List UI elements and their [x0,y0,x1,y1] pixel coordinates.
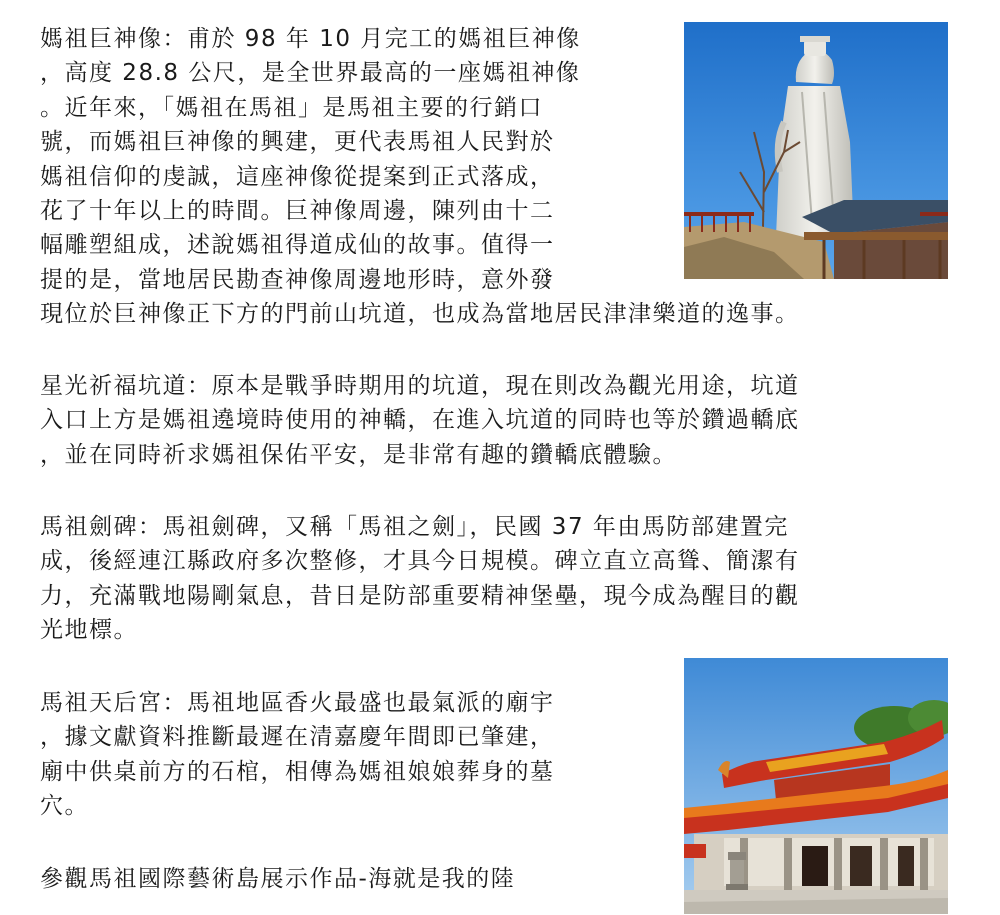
text-line: 入口上方是媽祖遶境時使用的神轎，在進入坑道的同時也等於鑽過轎底 [40,407,800,434]
tianhou-temple-photo [684,658,948,914]
text-line: 穴。 [40,793,89,820]
text-line: 廟中供桌前方的石棺，相傳為媽祖娘娘葬身的墓 [40,758,555,785]
text-line: ，並在同時祈求媽祖保佑平安，是非常有趣的鑽轎底體驗。 [40,441,677,468]
text-line: 馬祖天后宮：馬祖地區香火最盛也最氣派的廟宇 [40,690,555,716]
text-line: 光地標。 [40,617,138,644]
text-line: ，據文獻資料推斷最遲在清嘉慶年間即已肇建， [40,724,555,751]
text-line: 現位於巨神像正下方的門前山坑道，也成為當地居民津津樂道的逸事。 [40,301,800,328]
paragraph-art-island [40,862,515,896]
text-line: ，高度 28.8 公尺，是全世界最高的一座媽祖神像 [40,60,581,87]
text-line: 成，後經連江縣政府多次整修，才具今日規模。碑立直立高聳、簡潔有 [40,548,800,575]
text-line: 媽祖巨神像：甫於 98 年 10 月完工的媽祖巨神像 [40,26,581,52]
mazu-statue-photo [684,22,948,279]
text-line: 媽祖信仰的虔誠，這座神像從提案到正式落成， [40,163,555,190]
text-line: 提的是，當地居民勘查神像周邊地形時，意外發 [40,266,555,293]
paragraph-starlight-tunnel [40,369,800,472]
text-line: 號，而媽祖巨神像的興建，更代表馬祖人民對於 [40,129,555,156]
text-line: 。近年來，「媽祖在馬祖」是馬祖主要的行銷口 [40,94,543,121]
text-line: 星光祈福坑道：原本是戰爭時期用的坑道，現在則改為觀光用途，坑道 [40,373,800,399]
paragraph-tianhou-temple [40,686,555,824]
text-line: 參觀馬祖國際藝術島展示作品-海就是我的陸 [40,866,516,892]
text-line: 力，充滿戰地陽剛氣息，昔日是防部重要精神堡壘，現今成為醒目的觀 [40,582,800,609]
text-line: 馬祖劍碑：馬祖劍碑，又稱「馬祖之劍」，民國 37 年由馬防部建置完 [40,514,789,540]
paragraph-sword-monument [40,510,800,648]
text-line: 花了十年以上的時間。巨神像周邊，陳列由十二 [40,198,555,225]
text-line: 幅雕塑組成，述說媽祖得道成仙的故事。值得一 [40,232,555,259]
